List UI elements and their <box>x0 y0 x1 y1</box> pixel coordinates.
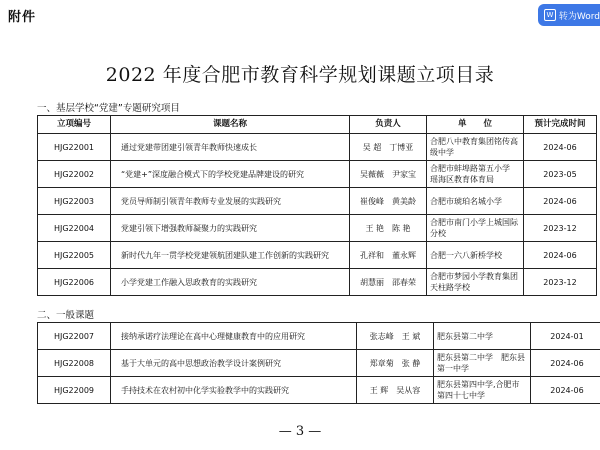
cell-leader: 王 辉 吴从容 <box>357 377 434 404</box>
cell-project-id: HJG22005 <box>38 242 111 269</box>
cell-unit: 合肥市梦园小学教育集团天柱路学校 <box>427 269 524 296</box>
cell-completion-date: 2024-06 <box>531 350 600 377</box>
cell-project-id: HJG22007 <box>38 323 111 350</box>
cell-project-name: 接纳承诺疗法理论在高中心理健康教育中的应用研究 <box>111 323 357 350</box>
cell-project-name: 党建引领下增强教师凝聚力的实践研究 <box>111 215 350 242</box>
table-row <box>38 161 597 188</box>
cell-leader: 孔祥和 董永辉 <box>350 242 427 269</box>
cell-project-name: 党员导师制引领青年教师专业发展的实践研究 <box>111 188 350 215</box>
table-row <box>38 242 597 269</box>
cell-project-name: 通过党建带团建引领青年教师快速成长 <box>111 134 350 161</box>
word-icon: W <box>544 9 556 21</box>
table-row <box>38 215 597 242</box>
section-1-heading: 一、基层学校“党建”专题研究项目 <box>37 103 180 114</box>
cell-leader: 郑章菊 张 静 <box>357 350 434 377</box>
cell-project-id: HJG22004 <box>38 215 111 242</box>
section-1-table <box>37 115 597 296</box>
cell-completion-date: 2023-05 <box>524 161 597 188</box>
convert-to-word-button[interactable] <box>538 4 600 26</box>
cell-project-id: HJG22003 <box>38 188 111 215</box>
cell-completion-date: 2023-12 <box>524 269 597 296</box>
table-row <box>38 323 600 350</box>
cell-completion-date: 2024-06 <box>531 377 600 404</box>
cell-completion-date: 2024-06 <box>524 242 597 269</box>
cell-project-id: HJG22006 <box>38 269 111 296</box>
cell-leader: 胡慧丽 邵春荣 <box>350 269 427 296</box>
col-header-name: 课题名称 <box>111 116 350 134</box>
col-header-leader: 负责人 <box>350 116 427 134</box>
cell-leader: 崔俊峰 黄美龄 <box>350 188 427 215</box>
table-header-row <box>38 116 597 134</box>
cell-completion-date: 2024-01 <box>531 323 600 350</box>
cell-project-id: HJG22001 <box>38 134 111 161</box>
cell-leader: 吴薇薇 尹家宝 <box>350 161 427 188</box>
cell-project-id: HJG22008 <box>38 350 111 377</box>
section-2-heading: 二、一般课题 <box>37 310 95 321</box>
cell-project-id: HJG22002 <box>38 161 111 188</box>
cell-completion-date: 2023-12 <box>524 215 597 242</box>
table-row <box>38 188 597 215</box>
cell-project-id: HJG22009 <box>38 377 111 404</box>
cell-project-name: 手持技术在农村初中化学实验教学中的实践研究 <box>111 377 357 404</box>
cell-project-name: 基于大单元的高中思想政治教学设计案例研究 <box>111 350 357 377</box>
cell-project-name: 新时代九年一贯学校党建领航团建队建工作创新的实践研究 <box>111 242 350 269</box>
cell-unit: 肥东县第二中学 肥东县第一中学 <box>434 350 531 377</box>
cell-project-name: “党建+”深度融合模式下的学校党建品牌建设的研究 <box>111 161 350 188</box>
table-row <box>38 350 600 377</box>
col-header-id: 立项编号 <box>38 116 111 134</box>
cell-unit: 肥东县第四中学,合肥市第四十七中学 <box>434 377 531 404</box>
cell-unit: 肥东县第二中学 <box>434 323 531 350</box>
page-title: 2022 年度合肥市教育科学规划课题立项目录 <box>105 64 495 86</box>
attachment-label: 附件 <box>8 10 37 25</box>
cell-unit: 合肥市蚌埠路第五小学 瑶海区教育体育局 <box>427 161 524 188</box>
cell-leader: 吴 超 丁博亚 <box>350 134 427 161</box>
cell-completion-date: 2024-06 <box>524 188 597 215</box>
cell-unit: 合肥市琥珀名城小学 <box>427 188 524 215</box>
table-row <box>38 134 597 161</box>
cell-leader: 王 艳 陈 艳 <box>350 215 427 242</box>
cell-unit: 合肥一六八新桥学校 <box>427 242 524 269</box>
col-header-date: 预计完成时间 <box>524 116 597 134</box>
section-2-table <box>37 322 600 404</box>
table-row <box>38 269 597 296</box>
page-number: — 3 — <box>278 424 322 439</box>
convert-button-label: 转为Word <box>558 11 600 22</box>
cell-project-name: 小学党建工作融入思政教育的实践研究 <box>111 269 350 296</box>
col-header-unit: 单 位 <box>427 116 524 134</box>
table-row <box>38 377 600 404</box>
cell-unit: 合肥市南门小学上城国际分校 <box>427 215 524 242</box>
cell-unit: 合肥八中教育集团铭传高级中学 <box>427 134 524 161</box>
cell-completion-date: 2024-06 <box>524 134 597 161</box>
cell-leader: 张志峰 王 斌 <box>357 323 434 350</box>
